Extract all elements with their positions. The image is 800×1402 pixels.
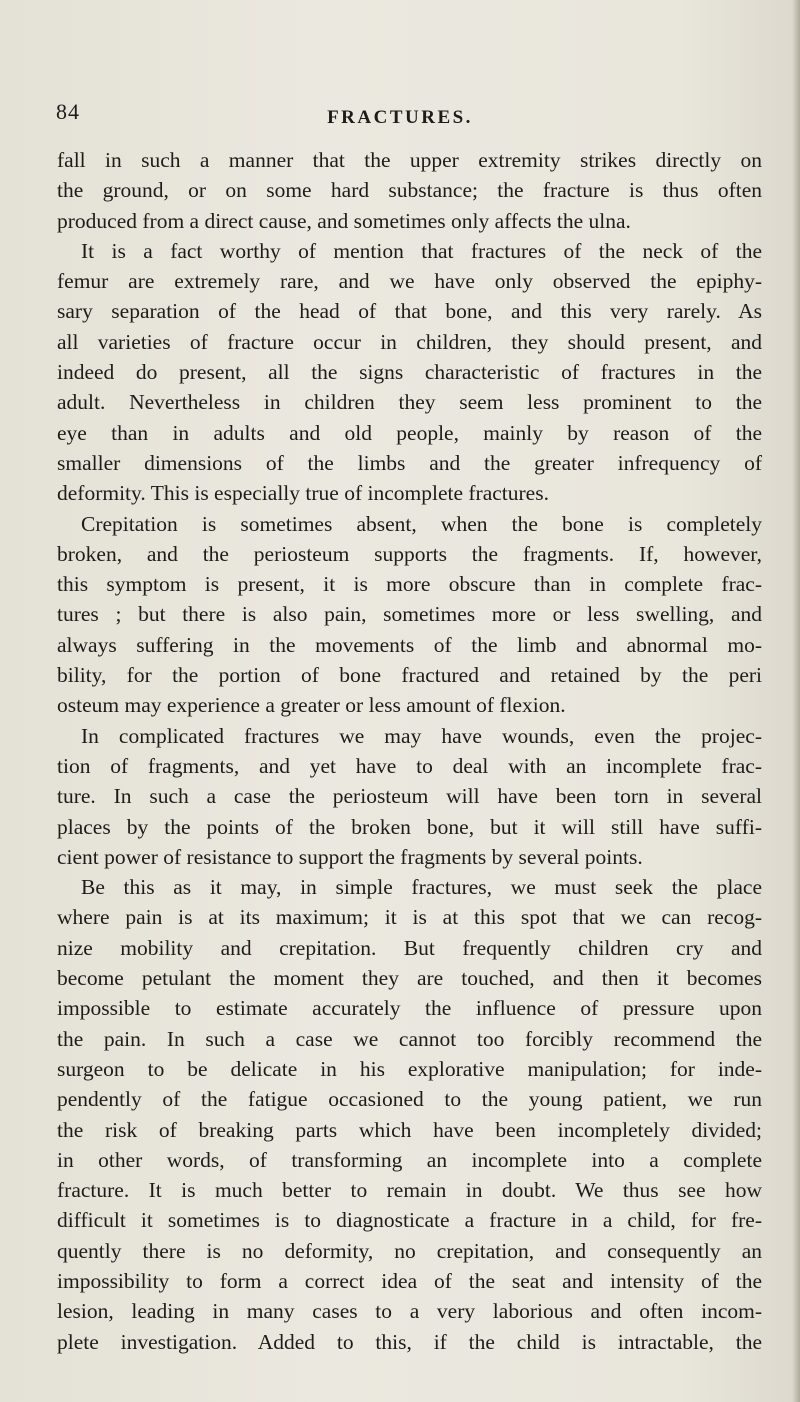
text-line: cient power of resistance to support the fragments by several points.: [57, 844, 643, 869]
text-line: In complicated fractures we may have wounds, even the projec-: [81, 723, 762, 748]
text-line: deformity. This is especially true of incomplete fractures.: [57, 481, 549, 506]
text-line: quently there is no deformity, no crepitation, and consequently an: [57, 1238, 762, 1263]
text-line: in other words, of transforming an incomplete into a complete: [57, 1147, 762, 1172]
text-line: impossibility to form a correct idea of the seat and intensity of the: [57, 1268, 762, 1293]
running-head: FRACTURES.: [327, 107, 473, 128]
text-line: indeed do present, all the signs characteristic of fractures in the: [57, 360, 762, 385]
text-line: this symptom is present, it is more obscure than in complete frac-: [57, 572, 762, 597]
text-line: fracture. It is much better to remain in doubt. We thus see how: [57, 1178, 762, 1203]
text-line: lesion, leading in many cases to a very laborious and often incom-: [57, 1299, 762, 1324]
text-line: Be this as it may, in simple fractures, we must seek the place: [81, 875, 762, 900]
text-line: the ground, or on some hard substance; the fracture is thus often: [57, 178, 762, 203]
text-line: difficult it sometimes is to diagnosticate a fracture in a child, for fre-: [57, 1208, 762, 1233]
page-edge-shadow: [792, 0, 800, 1402]
text-line: smaller dimensions of the limbs and the greater infrequency of: [57, 450, 762, 475]
text-line: plete investigation. Added to this, if the child is intractable, the: [57, 1329, 762, 1354]
text-line: sary separation of the head of that bone, and this very rarely. As: [57, 299, 762, 324]
text-line: nize mobility and crepitation. But frequently children cry and: [57, 935, 762, 960]
text-line: ture. In such a case the periosteum will have been torn in several: [57, 784, 762, 809]
text-line: produced from a direct cause, and sometimes only affects the ulna.: [57, 208, 631, 233]
text-line: femur are extremely rare, and we have only observed the epiphy-: [57, 269, 762, 294]
text-line: osteum may experience a greater or less amount of flexion.: [57, 693, 566, 718]
text-line: adult. Nevertheless in children they seem less prominent to the: [57, 390, 762, 415]
page-number: 84: [56, 99, 80, 124]
text-line: always suffering in the movements of the limb and abnormal mo-: [57, 632, 762, 657]
text-line: pendently of the fatigue occasioned to the young patient, we run: [57, 1087, 762, 1112]
text-line: where pain is at its maximum; it is at this spot that we can recog-: [57, 905, 762, 930]
text-line: It is a fact worthy of mention that fractures of the neck of the: [81, 238, 762, 263]
text-line: Crepitation is sometimes absent, when the bone is completely: [81, 511, 762, 536]
text-line: tures ; but there is also pain, sometimes more or less swelling, and: [57, 602, 762, 627]
text-line: tion of fragments, and yet have to deal with an incomplete frac-: [57, 753, 762, 778]
text-line: broken, and the periosteum supports the fragments. If, however,: [57, 541, 762, 566]
body-text: [57, 145, 762, 1357]
text-line: become petulant the moment they are touched, and then it becomes: [57, 966, 762, 991]
text-line: the risk of breaking parts which have been incompletely divided;: [57, 1117, 762, 1142]
text-line: bility, for the portion of bone fractured and retained by the peri: [57, 663, 762, 688]
text-line: impossible to estimate accurately the influence of pressure upon: [57, 996, 762, 1021]
text-line: surgeon to be delicate in his explorative manipulation; for inde-: [57, 1056, 762, 1081]
text-line: all varieties of fracture occur in children, they should present, and: [57, 329, 762, 354]
text-line: fall in such a manner that the upper extremity strikes directly on: [57, 148, 762, 172]
text-line: places by the points of the broken bone, but it will still have suffi-: [57, 814, 762, 839]
text-line: eye than in adults and old people, mainly by reason of the: [57, 420, 762, 445]
text-line: the pain. In such a case we cannot too forcibly recommend the: [57, 1026, 762, 1051]
